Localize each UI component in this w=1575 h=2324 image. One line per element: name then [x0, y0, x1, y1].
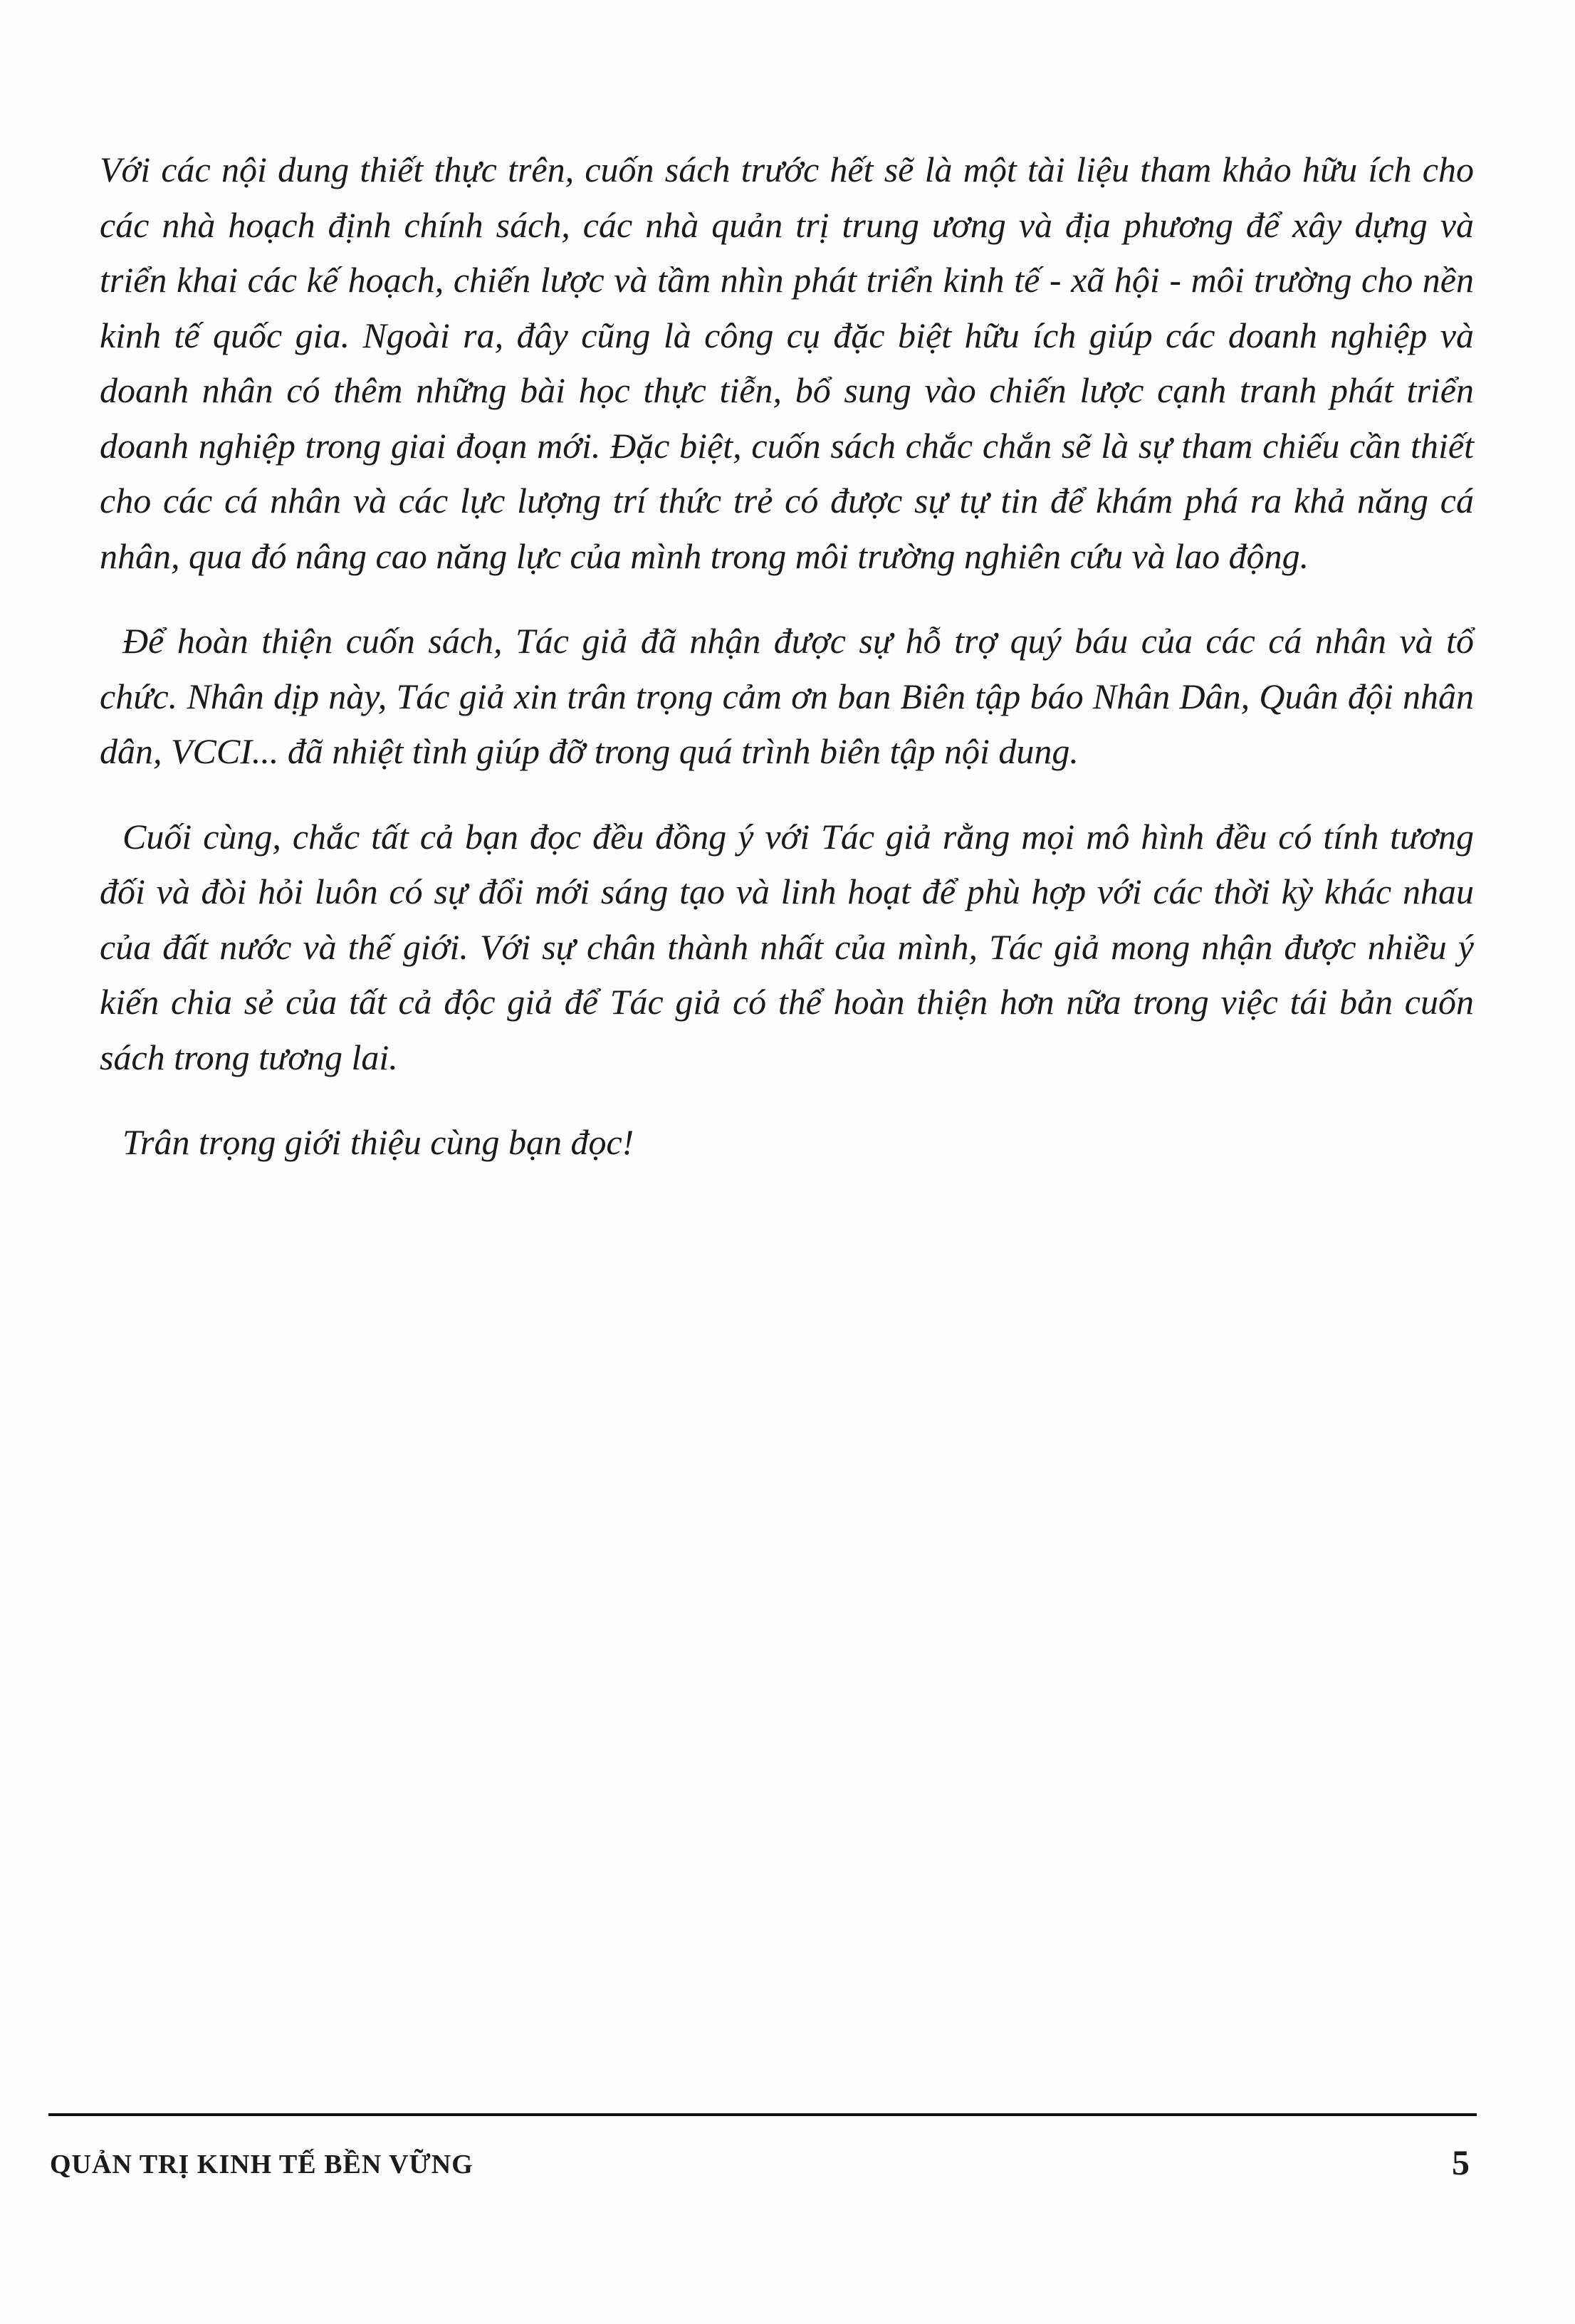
page-number: 5	[1452, 2142, 1470, 2182]
page-body	[100, 142, 1474, 1200]
paragraph-signoff: Trân trọng giới thiệu cùng bạn đọc!	[122, 1122, 634, 1162]
footer-divider	[48, 2113, 1477, 2116]
running-footer-title: QUẢN TRỊ KINH TẾ BỀN VỮNG	[50, 2150, 473, 2179]
paragraph-acknowledgements: Để hoàn thiện cuốn sách, Tác giả đã nhận được sự hỗ trợ quý báu của các cá nhân và tổ chức. Nhân dịp này, Tác giả xin trân trọng cảm ơn ban Biên tập báo Nhân Dân, Quân đội nhân dân, VCCI... đã nhiệt tình giúp đỡ trong quá trình biên tập nội dung.	[100, 621, 1474, 771]
paragraph-usefulness: Với các nội dung thiết thực trên, cuốn sách trước hết sẽ là một tài liệu tham khảo hữu ích cho các nhà hoạch định chính sách, các nhà quản trị trung ương và địa phương để xây dựng và triển khai các kế hoạch, chiến lược và tầm nhìn phát triển kinh tế - xã hội - môi trường cho nền kinh tế quốc gia. Ngoài ra, đây cũng là công cụ đặc biệt hữu ích giúp các doanh nghiệp và doanh nhân có thêm những bài học thực tiễn, bổ sung vào chiến lược cạnh tranh phát triển doanh nghiệp trong giai đoạn mới. Đặc biệt, cuốn sách chắc chắn sẽ là sự tham chiếu cần thiết cho các cá nhân và các lực lượng trí thức trẻ có được sự tự tin để khám phá ra khả năng cá nhân, qua đó nâng cao năng lực của mình trong môi trường nghiên cứu và lao động.	[100, 150, 1474, 576]
paragraph-closing: Cuối cùng, chắc tất cả bạn đọc đều đồng ý với Tác giả rằng mọi mô hình đều có tính tương đối và đòi hỏi luôn có sự đổi mới sáng tạo và linh hoạt để phù hợp với các thời kỳ khác nhau của đất nước và thế giới. Với sự chân thành nhất của mình, Tác giả mong nhận được nhiều ý kiến chia sẻ của tất cả độc giả để Tác giả có thể hoàn thiện hơn nữa trong việc tái bản cuốn sách trong tương lai.	[100, 816, 1474, 1077]
